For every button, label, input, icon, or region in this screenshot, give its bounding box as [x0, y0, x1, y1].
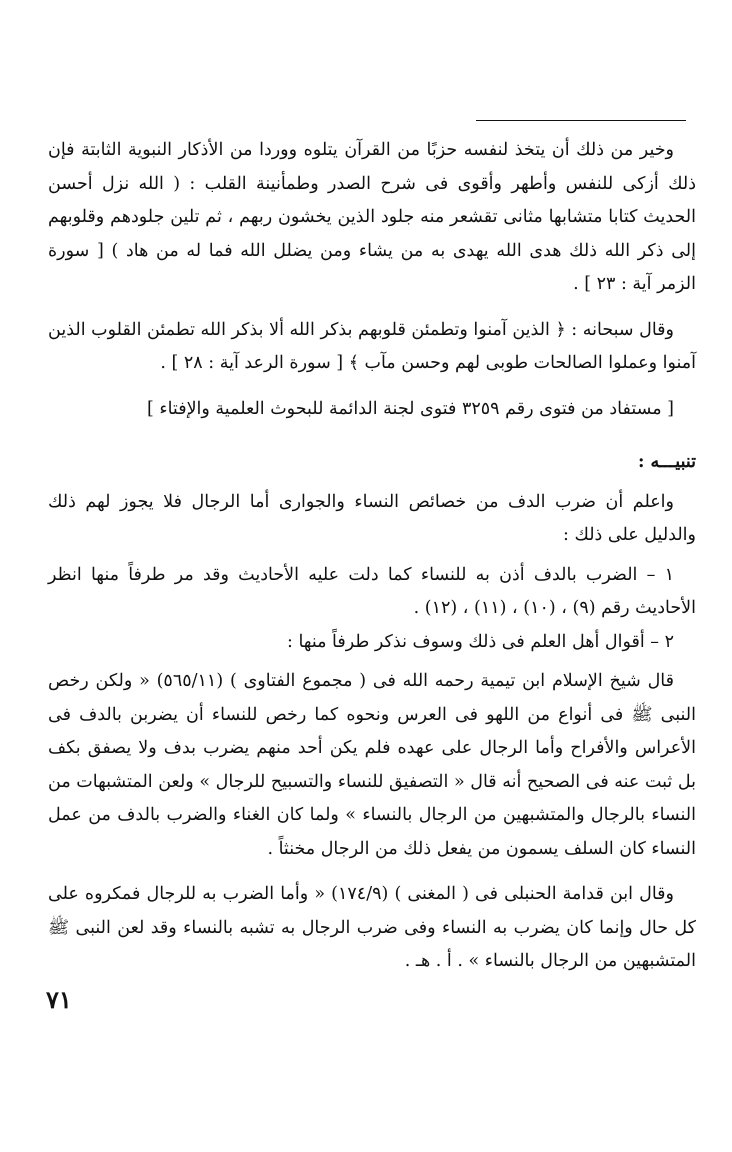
section-heading: تنبيـــه : [637, 452, 696, 472]
fatwa-citation: [ مستفاد من فتوى رقم ٣٢٥٩ فتوى لجنة الدائمة للبحوث العلمية والإفتاء ] [146, 398, 674, 419]
page-body [48, 134, 696, 979]
page-number: ٧١ [46, 985, 72, 1014]
top-rule [476, 120, 686, 121]
paragraph-ibn-taymiyyah: قال شيخ الإسلام ابن تيمية رحمه الله فى ( مجموع الفتاوى ) (٥٦٥/١١) « ولكن رخص النبى ﷺ فى أنواع من اللهو فى العرس ونحوه كما رخص للنساء أن يضربن بالدف فى الأعراس والأفراح وأما الرجال على عهده فلم يكن أحد منهم يضرب بدف ولا يصفق بكف بل ثبت عنه فى الصحيح أنه قال « التصفيق للنساء والتسبيح للرجال » ولعن المتشبهات من النساء بالرجال والمتشبهين من الرجال بالنساء » ولما كان الغناء والضرب بالدف من عمل النساء كان السلف يسمون من يفعل ذلك من الرجال مخنثاً . [48, 671, 696, 859]
paragraph-ibn-qudamah: وقال ابن قدامة الحنبلى فى ( المغنى ) (١٧٤/٩) « وأما الضرب به للرجال فمكروه على كل حال وإنما كان يضرب به النساء وفى ضرب الرجال به تشبه بالنساء وقد لعن النبى ﷺ المتشبهين من الرجال بالنساء » . أ . هـ . [48, 884, 696, 971]
paragraph-intro: واعلم أن ضرب الدف من خصائص النساء والجوارى أما الرجال فلا يجوز لهم ذلك والدليل على ذلك : [48, 491, 696, 545]
paragraph-remembrance: وخير من ذلك أن يتخذ لنفسه حزبًا من القرآن يتلوه ووردا من الأذكار النبوية الثابتة فإن ذلك أزكى للنفس وأطهر وأقوى فى شرح الصدر وطمأنينة القلب : ( الله نزل أحسن الحديث كتابا متشابها مثانى تقشعر منه جلود الذين يخشون ربهم ، ثم تلين جلودهم وقلوبهم إلى ذكر الله ذلك هدى الله يهدى به من يشاء ومن يضلل الله فما له من هاد ) [ سورة الزمر آية : ٢٣ ] . [48, 140, 696, 294]
list-item-one: ١ – الضرب بالدف أذن به للنساء كما دلت عليه الأحاديث وقد مر طرفاً منها انظر الأحاديث رقم (٩) ، (١٠) ، (١١) ، (١٢) . [48, 564, 696, 618]
list-item-two: ٢ – أقوال أهل العلم فى ذلك وسوف نذكر طرفاً منها : [286, 631, 674, 652]
paragraph-quran-verse: وقال سبحانه : ﴿ الذين آمنوا وتطمئن قلوبهم بذكر الله ألا بذكر الله تطمئن القلوب الذين آمنوا وعملوا الصالحات طوبى لهم وحسن مآب ﴾ [ سورة الرعد آية : ٢٨ ] . [48, 319, 696, 373]
